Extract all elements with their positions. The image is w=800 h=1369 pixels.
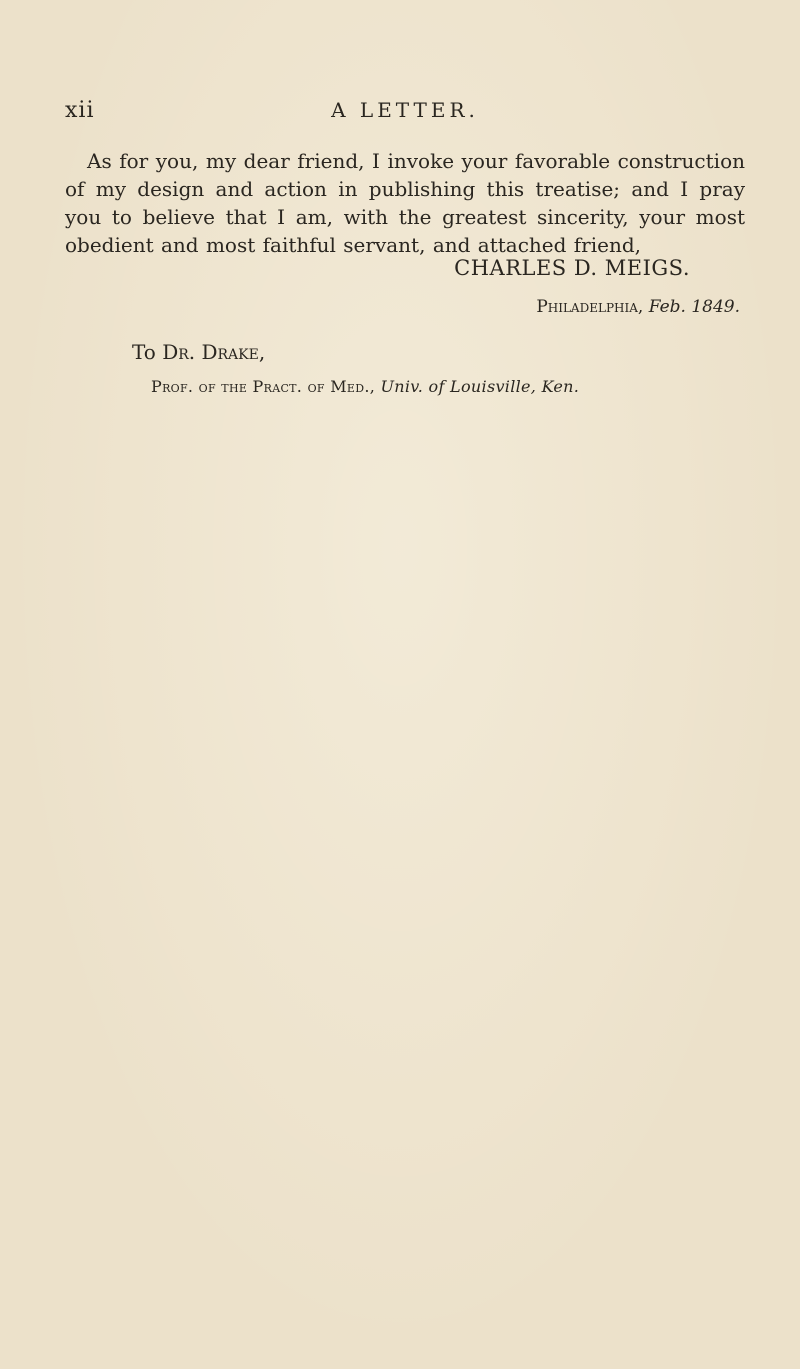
running-head-title: A LETTER. (331, 98, 479, 122)
addressee-title (151, 377, 579, 396)
salutation: To (132, 340, 156, 364)
running-head (65, 98, 745, 128)
signature-date: Feb. 1849. (648, 297, 740, 317)
signature-name: CHARLES D. MEIGS. (454, 256, 690, 280)
addressee-name: Dr. Drake, (162, 340, 266, 364)
page-number: xii (65, 98, 95, 123)
signature-place: Philadelphia, (536, 297, 644, 317)
place-date (536, 297, 740, 317)
addressee-title-prefix: Prof. of the Pract. of Med., (151, 377, 376, 396)
addressee-line (132, 340, 265, 364)
letter-paragraph: As for you, my dear friend, I invoke your favorable construction of my design and action in publishing this treatise; and I pray you to believe that I am, with the greatest sincerity, your most obedient and most faithful servant, and attached friend, (65, 149, 745, 257)
addressee-institution: Univ. of Louisville, Ken. (380, 377, 580, 396)
